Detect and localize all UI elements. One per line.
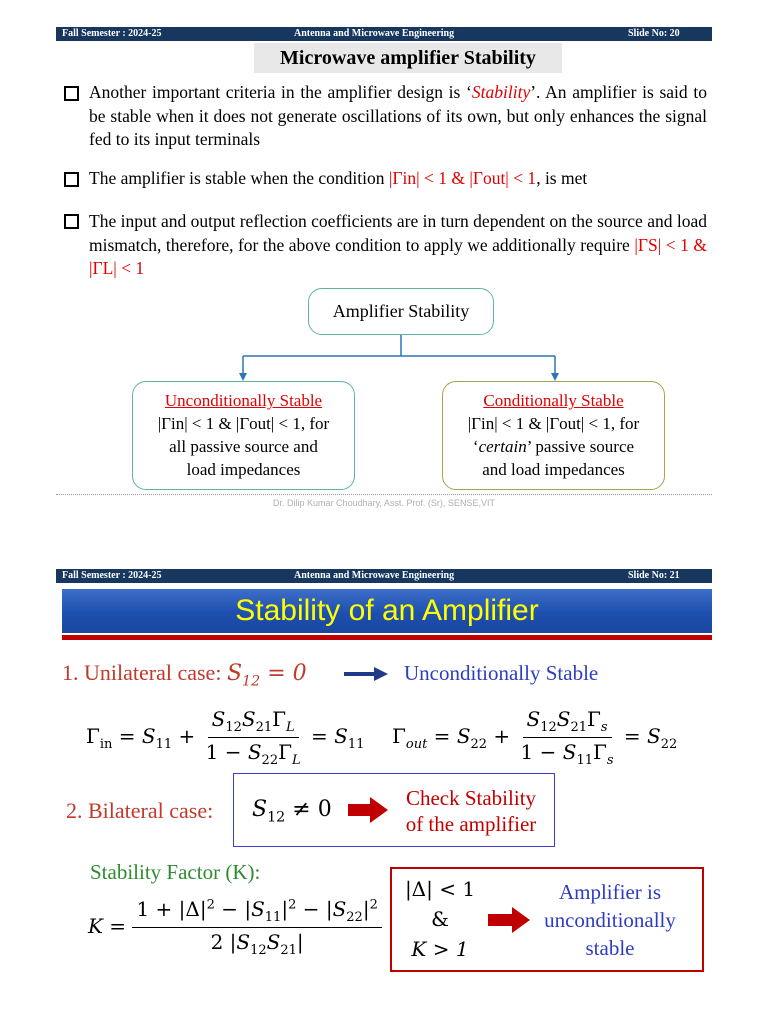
- right-node-quote: ‘: [472, 437, 479, 456]
- right-node-condition: |Γin| < 1 & |Γout| < 1: [467, 414, 611, 433]
- amplifier-stability-node: [308, 288, 494, 335]
- delta-k-conditions: [396, 874, 484, 964]
- and-symbol: &: [431, 907, 449, 931]
- delta-condition: |Δ| < 1: [404, 877, 476, 901]
- red-arrow-icon: [488, 907, 530, 933]
- slide2-title-text: Stability of an Amplifier: [235, 594, 539, 627]
- bullet1-text-post: ’. An amplifier is said to be stable when it does not generate oscillations of its own, but only enhances the signal fed to its input terminals: [89, 82, 707, 149]
- unilateral-label: 1. Unilateral case:: [62, 660, 227, 685]
- bullet3-text-pre: The input and output reflection coefficients are in turn dependent on the source and load mismatch, therefore, for the above condition to apply we additionally require: [89, 211, 707, 255]
- title-red-underline: [62, 635, 712, 640]
- left-node-condition-line: [133, 412, 354, 435]
- result-line3: stable: [585, 936, 635, 960]
- unconditionally-stable-node: [132, 381, 355, 490]
- course-label: Antenna and Microwave Engineering: [294, 570, 455, 581]
- right-node-text3: and load impedances: [482, 460, 625, 479]
- check-stability-line2: of the amplifier: [405, 812, 537, 836]
- left-node-condition: |Γin| < 1 & |Γout| < 1: [157, 414, 301, 433]
- slide2-title-banner: [62, 589, 712, 633]
- gamma-out-equation: $\Gamma_{out} = S_{22}$ + $\frac{S_{12}S_{21}\Gamma_s}{1 - S_{11}\Gamma_s}$ = $S_{22}$: [392, 707, 678, 768]
- gamma-in-equation: $\Gamma_{in} = S_{11}$ + $\frac{S_{12}S_{21}\Gamma_L}{1 - S_{22}\Gamma_L}$ = $S_{11}$: [86, 707, 365, 768]
- s12-not-zero: $S_{12} \ne 0$: [252, 797, 332, 826]
- root-node-label: Amplifier Stability: [332, 301, 470, 321]
- certain-emphasis: certain: [478, 437, 527, 456]
- right-node-text2: ’ passive source: [526, 437, 635, 456]
- unilateral-case-line: [62, 660, 307, 689]
- stability-factor-label: Stability Factor (K):: [90, 860, 261, 884]
- gamma-condition: |Γin| < 1 & |Γout| < 1: [388, 168, 537, 188]
- conditionally-stable-node: [442, 381, 665, 490]
- result-line2: unconditionally: [544, 908, 676, 932]
- check-stability-text: [390, 785, 552, 837]
- slide-number: Slide No: 20: [628, 28, 680, 39]
- bullet2-text-pre: The amplifier is stable when the condition: [89, 168, 389, 188]
- slide1-title-text: Microwave amplifier Stability: [280, 47, 536, 69]
- slide1-footer: Dr. Dilip Kumar Choudhary, Asst. Prof. (Sr), SENSE,VIT: [273, 498, 495, 508]
- unconditionally-stable-label: Unconditionally Stable: [404, 661, 599, 685]
- course-label: Antenna and Microwave Engineering: [294, 28, 455, 39]
- left-node-title: Unconditionally Stable: [164, 391, 323, 410]
- bullet1-text-pre: Another important criteria in the amplifier design is ‘: [89, 82, 472, 102]
- right-node-condition-line: [443, 412, 664, 435]
- left-node-text1: , for: [300, 414, 330, 433]
- s12-equals-zero: $S_{12} = 0$: [226, 661, 307, 690]
- semester-label: Fall Semester : 2024-25: [62, 28, 162, 39]
- amplifier-unconditionally-stable-text: [530, 878, 690, 962]
- bilateral-label: 2. Bilateral case:: [66, 798, 214, 823]
- left-node-text2: all passive source and: [169, 437, 318, 456]
- bullet2-text-post: , is met: [536, 168, 588, 188]
- slide2-header-bar: [56, 569, 712, 583]
- footer-divider: [56, 494, 712, 495]
- right-arrow-icon: [344, 666, 388, 682]
- red-arrow-icon: [348, 797, 388, 823]
- semester-label: Fall Semester : 2024-25: [62, 570, 162, 581]
- k-factor-formula: K = $\frac{1 + |\Delta|^2 - |S_{11}|^2 - |S_{22}|^2}{2 |S_{12}S_{21}|}$: [88, 897, 382, 958]
- right-node-passive-line: [443, 435, 664, 458]
- right-node-title: Conditionally Stable: [483, 391, 624, 410]
- result-line1: Amplifier is: [558, 880, 662, 904]
- slide-number: Slide No: 21: [628, 570, 680, 581]
- right-node-text1: , for: [610, 414, 640, 433]
- stability-emphasis: Stability: [471, 82, 531, 102]
- k-condition: K > 1: [411, 937, 469, 961]
- check-stability-line1: Check Stability: [405, 786, 537, 810]
- source-load-condition: |ΓS| < 1 & |ΓL| < 1: [89, 234, 707, 278]
- left-node-text3: load impedances: [186, 460, 301, 479]
